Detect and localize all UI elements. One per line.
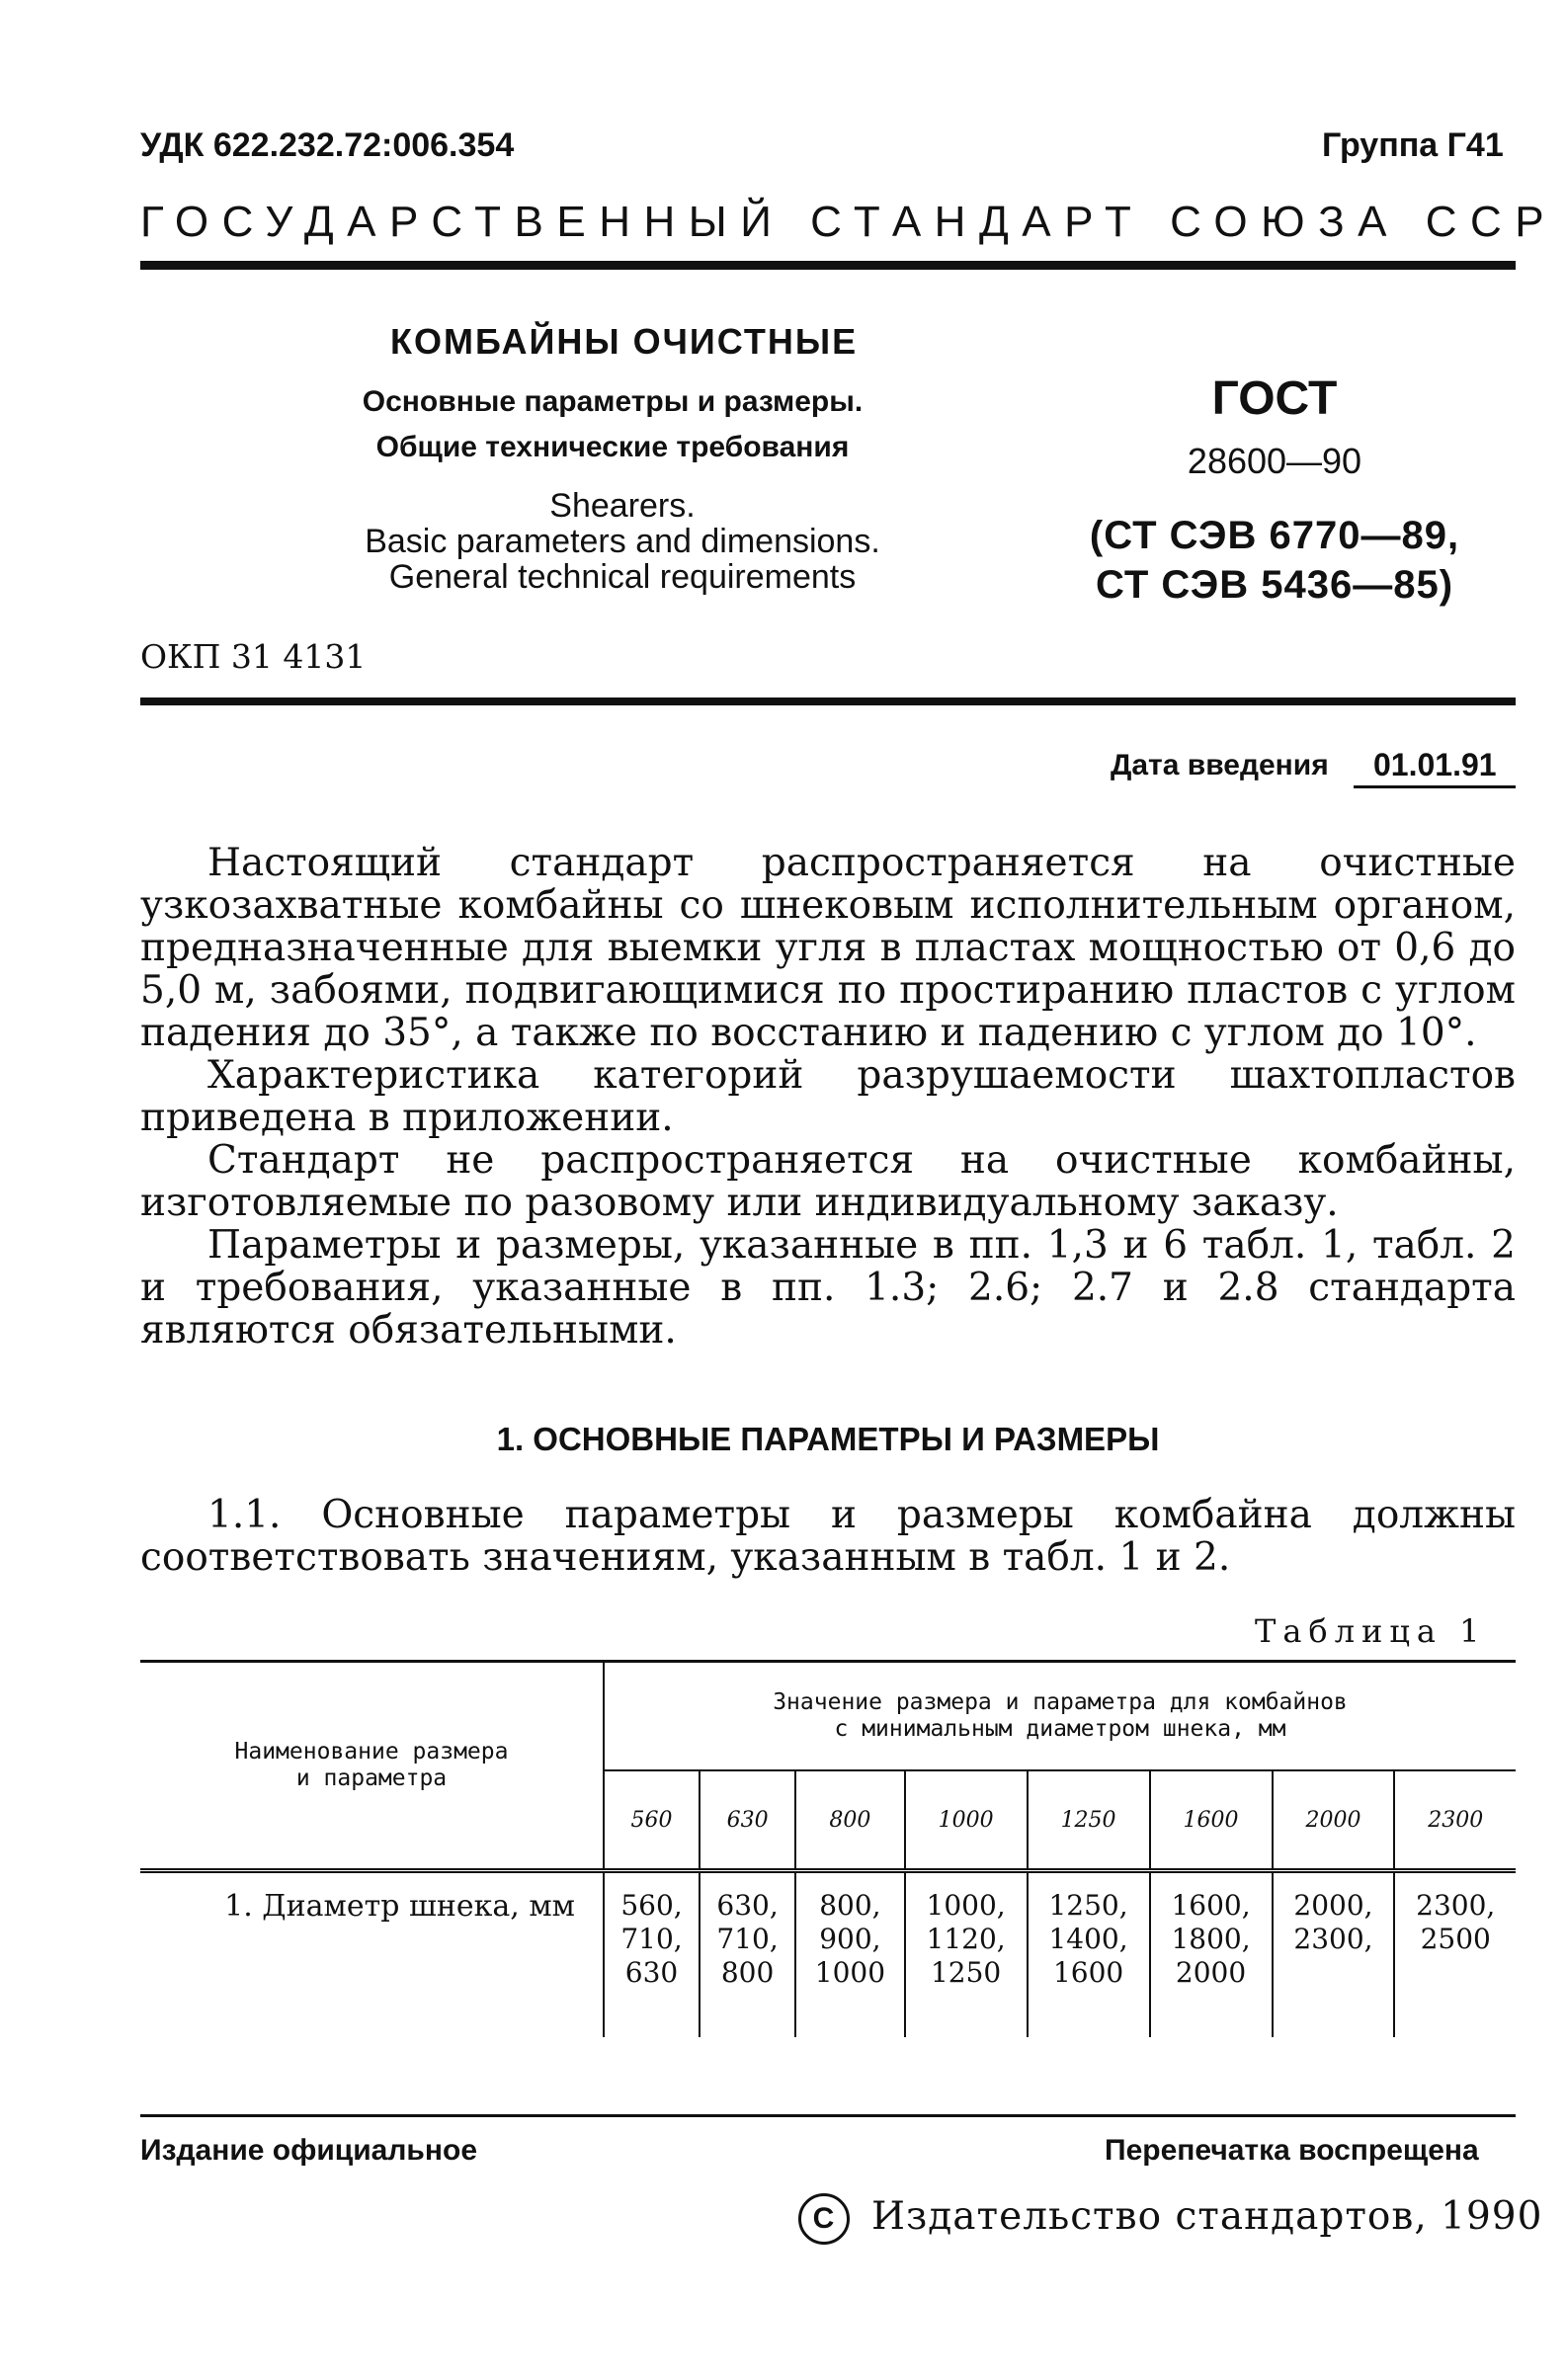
column-header: 2300 xyxy=(1394,1770,1516,1871)
column-header: 560 xyxy=(604,1770,700,1871)
subtitle-en-line1: Shearers. xyxy=(549,487,696,525)
table-cell xyxy=(604,1871,700,2038)
table-cell xyxy=(1394,1871,1516,2038)
table-1-caption: Таблица 1 xyxy=(1255,1612,1487,1650)
table-1 xyxy=(140,1663,1516,2037)
cell-value: 1600, xyxy=(1171,1889,1251,1922)
cell-value: 2500 xyxy=(1420,1923,1491,1955)
document-title: КОМБАЙНЫ ОЧИСТНЫЕ xyxy=(390,321,859,362)
subtitle-ru-line2: Общие технические требования xyxy=(375,431,850,463)
footer-reprint-notice: Перепечатка воспрещена xyxy=(1105,2134,1479,2167)
cell-value: 2000 xyxy=(1175,1956,1247,1989)
header-name-line2: и параметра xyxy=(295,1765,448,1791)
cell-value: 1120, xyxy=(926,1923,1006,1955)
cell-value: 1600 xyxy=(1052,1956,1124,1989)
header-group-line2: с минимальным диаметром шнека, мм xyxy=(834,1716,1286,1742)
cell-value: 800 xyxy=(720,1956,775,1989)
cell-value: 2000, xyxy=(1293,1889,1373,1922)
footer-rule xyxy=(140,2114,1516,2117)
column-header: 1250 xyxy=(1028,1770,1150,1871)
header-group-line1: Значение размера и параметра для комбайнов xyxy=(773,1689,1348,1715)
column-header: 630 xyxy=(700,1770,795,1871)
table-header-name xyxy=(140,1663,604,1871)
cev-reference-2: СТ СЭВ 5436—85) xyxy=(1095,563,1454,607)
row-label: 1. Диаметр шнека, мм xyxy=(140,1871,604,2038)
cell-value: 1400, xyxy=(1048,1923,1128,1955)
table-cell xyxy=(795,1871,905,2038)
table-cell xyxy=(1150,1871,1273,2038)
column-header: 1600 xyxy=(1150,1770,1273,1871)
subtitle-en-line3: General technical requirements xyxy=(388,558,857,596)
cell-value: 1250 xyxy=(930,1956,1002,1989)
table-row xyxy=(140,1871,1516,2038)
cell-value: 1800, xyxy=(1171,1923,1251,1955)
section-1-heading: 1. ОСНОВНЫЕ ПАРАМЕТРЫ И РАЗМЕРЫ xyxy=(496,1421,1160,1457)
clause-1-1: 1.1. Основные параметры и размеры комбайна должны соответствовать значениям, указанным в табл. 1 и 2. xyxy=(140,1493,1516,1580)
cev-reference-1: (СТ СЭВ 6770—89, xyxy=(1089,514,1460,557)
table-cell xyxy=(1028,1871,1150,2038)
udk-code: УДК 622.232.72:006.354 xyxy=(140,126,515,164)
intro-paragraph-2: Характеристика категорий разрушаемости шахтопластов приведена в приложении. xyxy=(140,1053,1516,1140)
table-cell xyxy=(1273,1871,1395,2038)
group-code: Группа Г41 xyxy=(1322,126,1504,164)
column-header: 1000 xyxy=(905,1770,1028,1871)
subtitle-en-line2: Basic parameters and dimensions. xyxy=(365,523,880,560)
okp-code: ОКП 31 4131 xyxy=(140,637,367,676)
intro-paragraph-3: Стандарт не распространяется на очистные комбайны, изготовляемые по разовому или индивидуальному заказу. xyxy=(140,1138,1516,1225)
date-value: 01.01.91 xyxy=(1373,747,1497,782)
header-rule xyxy=(140,261,1516,270)
cell-value: 800, xyxy=(819,1889,881,1922)
date-underline xyxy=(1354,785,1516,788)
cell-value: 2300, xyxy=(1293,1923,1373,1955)
copyright-text: Издательство стандартов, 1990 xyxy=(871,2194,1543,2239)
table-header-group xyxy=(604,1663,1516,1770)
cell-value: 630, xyxy=(716,1889,779,1922)
gost-number: 28600—90 xyxy=(1187,441,1362,481)
table-cell xyxy=(700,1871,795,2038)
cell-value: 2300, xyxy=(1416,1889,1496,1922)
date-label: Дата введения xyxy=(1111,749,1329,781)
section-1-text xyxy=(140,1494,1516,1579)
copyright-line xyxy=(798,2193,1542,2245)
copyright-icon: C xyxy=(798,2193,850,2245)
column-header: 2000 xyxy=(1273,1770,1395,1871)
intro-text xyxy=(140,842,1516,1352)
cell-value: 1000, xyxy=(926,1889,1006,1922)
intro-paragraph-1: Настоящий стандарт распространяется на очистные узкозахватные комбайны со шнековым исполнительным органом, предназначенные для выемки угля в пластах мощностью от 0,6 до 5,0 м, забоями, подвигающимися по простиранию пластов с углом падения до 35°, а также по восстанию и падению с углом до 10°. xyxy=(140,841,1516,1055)
gost-label: ГОСТ xyxy=(1211,372,1338,425)
state-standard-banner: ГОСУДАРСТВЕННЫЙ СТАНДАРТ СОЮЗА ССР xyxy=(140,198,1558,246)
cell-value: 1000 xyxy=(814,1956,886,1989)
footer-official-edition: Издание официальное xyxy=(140,2134,478,2167)
cell-value: 1250, xyxy=(1048,1889,1128,1922)
title-rule xyxy=(140,698,1516,705)
table-cell xyxy=(905,1871,1028,2038)
cell-value: 710, xyxy=(716,1923,779,1955)
cell-value: 900, xyxy=(819,1923,881,1955)
column-header: 800 xyxy=(795,1770,905,1871)
subtitle-ru-line1: Основные параметры и размеры. xyxy=(362,385,864,418)
cell-value: 560, xyxy=(620,1889,683,1922)
header-name-line1: Наименование размера xyxy=(234,1739,509,1764)
intro-paragraph-4: Параметры и размеры, указанные в пп. 1,3 и 6 табл. 1, табл. 2 и требования, указанные в пп. 1.3; 2.6; 2.7 и 2.8 стандарта являются обязательными. xyxy=(140,1223,1516,1353)
cell-value: 630 xyxy=(624,1956,679,1989)
cell-value: 710, xyxy=(620,1923,683,1955)
